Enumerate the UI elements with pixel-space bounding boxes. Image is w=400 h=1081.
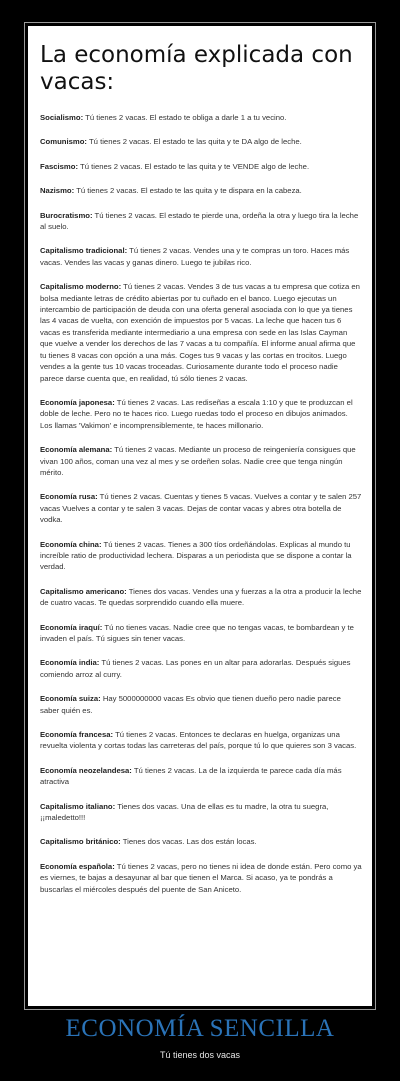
- joke-text: Hay 5000000000 vacas Es obvio que tienen dueño pero nadie parece saber quién es.: [40, 694, 341, 715]
- joke-item: [40, 836, 362, 847]
- joke-item: [40, 622, 362, 645]
- joke-term: Economía rusa:: [40, 492, 98, 502]
- joke-term: Economía francesa:: [40, 730, 114, 740]
- joke-term: Economía iraquí:: [40, 622, 103, 632]
- joke-text: Tú no tienes vacas. Nadie cree que no tengas vacas, te bombardean y te invaden el país. Tú sigues sin tener vacas.: [40, 622, 354, 643]
- poster-frame: [24, 22, 376, 1010]
- joke-text: Tienes dos vacas. Una de ellas es tu madre, la otra tu suegra, ¡¡maledetto!!!: [40, 801, 329, 823]
- joke-item: [40, 765, 362, 788]
- joke-text: Tú tienes 2 vacas. Tienes a 300 tíos ordeñándolas. Explicas al mundo tu increíble ratio de productividad lechera. Disparas a un periodista que se dispone a contar la verdad.: [40, 539, 352, 572]
- joke-term: Capitalismo tradicional:: [40, 246, 128, 256]
- joke-text: Tú tienes 2 vacas, pero no tienes ni idea de donde están. Pero como ya es viernes, te bajas a desayunar al bar que tienen el Marca. Si acaso, ya te pondrás a buscarlas el miércoles después del puente de San Aniceto.: [40, 861, 362, 894]
- caption-title: ECONOMÍA SENCILLA: [65, 1015, 335, 1042]
- joke-term: Economía neozelandesa:: [40, 765, 132, 775]
- joke-item: [40, 657, 362, 680]
- joke-item: [40, 861, 362, 895]
- joke-item: [40, 729, 362, 752]
- joke-item: [40, 281, 362, 384]
- joke-item: [40, 136, 362, 147]
- joke-text: Tú tienes 2 vacas. Mediante un proceso de reingeniería consigues que vivan 100 años, coman una vez al mes y se ordeñen solas. Nadie cree que tenga ningún mérito.: [40, 445, 356, 477]
- joke-term: Capitalismo moderno:: [40, 282, 122, 292]
- joke-term: Nazismo:: [40, 186, 75, 196]
- joke-item: [40, 185, 362, 196]
- joke-text: Tú tienes 2 vacas. La de la izquierda te parece cada día más atractiva: [40, 765, 342, 787]
- joke-item: [40, 491, 362, 525]
- joke-item: [40, 210, 362, 233]
- joke-term: Economía española:: [40, 861, 115, 871]
- joke-term: Burocratismo:: [40, 210, 93, 220]
- joke-text: Tú tienes 2 vacas. El estado te las quita y te DA algo de leche.: [88, 137, 302, 147]
- joke-text: Tú tienes 2 vacas. Entonces te declaras en huelga, organizas una revuelta violenta y cortas todas las carreteras del país, porque tú lo que quieres son 3 vacas.: [40, 730, 357, 751]
- joke-text: Tú tienes 2 vacas. Las pones en un altar para adorarlas. Después sigues comiendo arroz al curry.: [40, 658, 351, 679]
- joke-text: Tú tienes 2 vacas. Las rediseñas a escala 1:10 y que te produzcan el doble de leche. Pero no te haces rico. Luego ruedas todo el proceso en dibujos animados. Los llamas 'Vakimon' e incomprensiblemente, te haces millonario.: [40, 397, 353, 430]
- joke-term: Capitalismo americano:: [40, 586, 127, 596]
- joke-item: [40, 539, 362, 573]
- joke-term: Fascismo:: [40, 161, 79, 171]
- joke-term: Economía suiza:: [40, 694, 101, 704]
- joke-term: Capitalismo italiano:: [40, 801, 116, 811]
- joke-text: Tienes dos vacas. Vendes una y fuerzas a la otra a producir la leche de cuatro vacas. Te quedas sorprendido cuando ella muere.: [40, 586, 362, 608]
- joke-term: Economía japonesa:: [40, 397, 115, 407]
- joke-term: Comunismo:: [40, 137, 87, 147]
- joke-item: [40, 112, 362, 123]
- poster-panel: [28, 26, 372, 1006]
- joke-item: [40, 245, 362, 268]
- joke-text: Tú tienes 2 vacas. El estado te obliga a darle 1 a tu vecino.: [85, 113, 287, 122]
- joke-item: [40, 693, 362, 716]
- caption-subtitle: Tú tienes dos vacas: [159, 1050, 241, 1060]
- poster-heading: La economía explicada con vacas:: [40, 42, 353, 95]
- joke-text: Tú tienes 2 vacas. El estado te pierde una, ordeña la otra y luego tira la leche al suelo.: [40, 210, 359, 232]
- joke-term: Capitalismo británico:: [40, 837, 121, 847]
- joke-text: Tú tienes 2 vacas. Cuentas y tienes 5 vacas. Vuelves a contar y te salen 257 vacas Vuelves a contar y te salen 3 vacas. Dejas de contar vacas y abres otra botella de vodka.: [40, 492, 362, 525]
- joke-text: Tú tienes 2 vacas. Vendes 3 de tus vacas a tu empresa que cotiza en bolsa mediante letras de crédito abiertas por tu cuñado en el banco. Luego ejecutas un intercambio de participación de deuda con una oferta general asociada con lo que ya tienes las 4 vacas de vuelta, con exención de impuestos por 5 vacas. La leche que hacen tus 6 vacas es transferida mediante intermediario a una empresa con sede en las Islas Cayman que vuelve a vender los derechos de las 7 vacas a tu compañía. El informe anual afirma que tu tienes 8 vacas con opción a una más. Coges tus 9 vacas y las cortas en trocitos. Luego vendes a la gente tus 10 vacas troceadas. Curiosamente durante todo el proceso nadie parece darse cuenta que, en realidad, tú sólo tienes 2 vacas.: [40, 282, 360, 383]
- joke-item: [40, 161, 362, 172]
- joke-text: Tú tienes 2 vacas. El estado te las quita y te dispara en la cabeza.: [76, 186, 302, 196]
- joke-term: Economía china:: [40, 539, 102, 549]
- joke-item: [40, 586, 362, 609]
- joke-item: [40, 801, 362, 824]
- joke-term: Economía india:: [40, 658, 100, 668]
- joke-text: Tú tienes 2 vacas. El estado te las quita y te VENDE algo de leche.: [80, 161, 310, 171]
- joke-text: Tú tienes 2 vacas. Vendes una y te compras un toro. Haces más vacas. Vendes las vacas y ganas dinero. Luego te jubilas rico.: [40, 246, 350, 267]
- joke-term: Socialismo:: [40, 113, 84, 122]
- joke-term: Economía alemana:: [40, 445, 113, 455]
- joke-item: [40, 397, 362, 431]
- joke-text: Tienes dos vacas. Las dos están locas.: [122, 837, 257, 847]
- joke-list: [40, 112, 362, 895]
- joke-item: [40, 444, 362, 478]
